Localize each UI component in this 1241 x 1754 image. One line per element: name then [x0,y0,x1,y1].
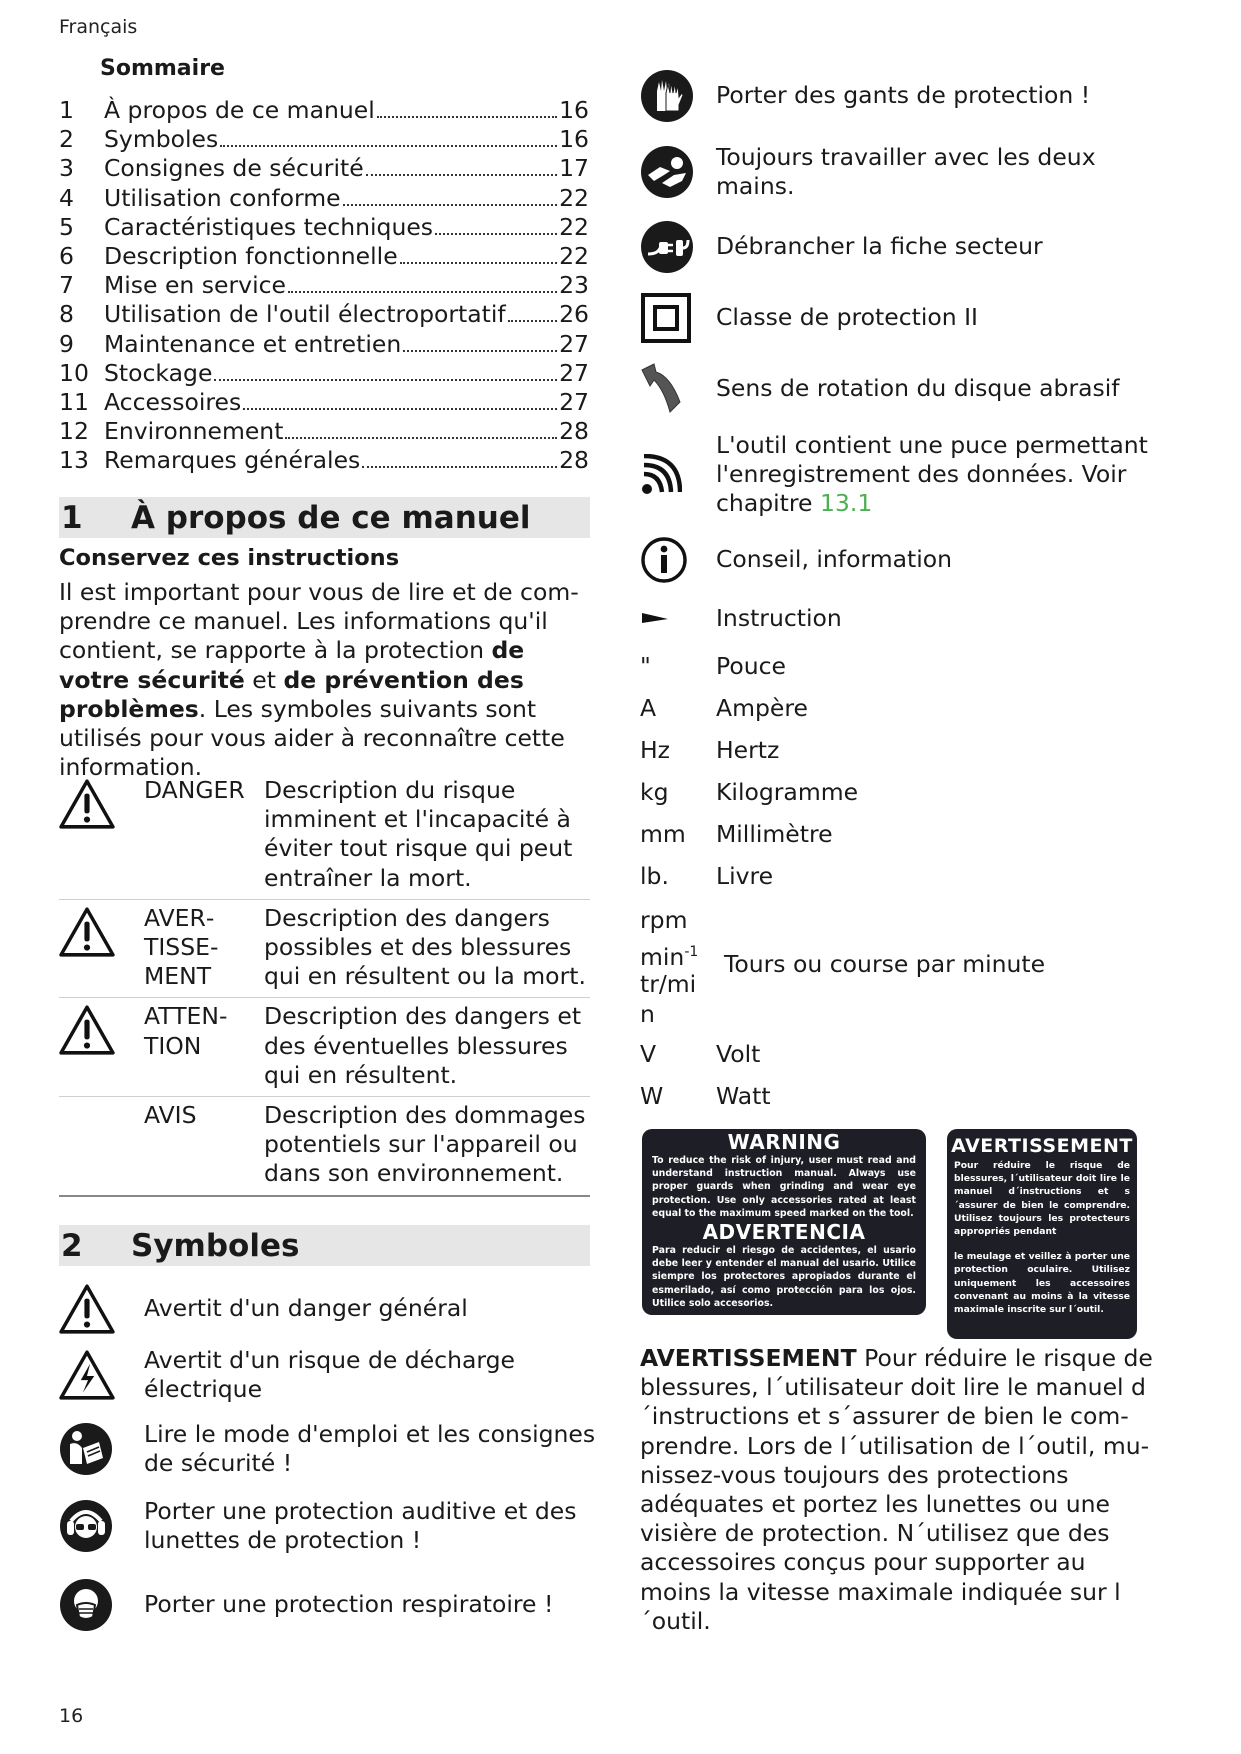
unit-symbol: A [640,694,657,722]
ear-eye-protection-icon [59,1499,113,1553]
two-hands-icon [640,145,694,199]
read-manual-icon [59,1422,113,1476]
section-2-title: Symboles [131,1227,300,1264]
section-2-number: 2 [61,1227,83,1264]
label-title: AVERTISSEMENT [951,1135,1133,1157]
toc-dot-leader [377,116,557,118]
hazard-row-warning [59,900,590,999]
chapter-link[interactable]: 13.1 [819,489,873,518]
toc-item[interactable] [59,154,589,183]
toc-item[interactable] [59,242,589,271]
toc-item-page: 23 [559,271,589,300]
toc-dot-leader [220,145,557,147]
info-icon [640,536,688,584]
unit-symbol: rpm [640,906,688,934]
toc-item-number: 3 [59,154,74,183]
toc-item-number: 2 [59,125,74,154]
toc-dot-leader [400,262,557,264]
section-1-title: À propos de ce manuel [131,499,531,536]
hazard-word: ATTENTION [144,1002,228,1060]
label-text: To reduce the risk of injury, user must read and understand instruction manual. Always use proper guards when grinding and wear eye protection. Use only accessories rated at least equal to the maximum speed marked on the tool. [652,1155,916,1219]
toc-item-number: 13 [59,446,89,475]
toc-item-label: Stockage [104,358,213,387]
toc-item-number: 4 [59,183,74,212]
toc-dot-leader [243,408,557,410]
unit-symbol: mm [640,820,686,848]
symbol-row: Lire le mode d'emploi et les consignes de sécurité ! [59,1420,599,1478]
instruction-arrow-icon [640,611,670,627]
toc-item-number: 6 [59,241,74,270]
symbol-row: Avertit d'un risque de décharge électrique [59,1346,599,1404]
toc-item-label: Environnement [104,417,284,446]
hazard-table [59,772,590,1197]
unplug-icon [640,220,694,274]
toc-item-label: Utilisation de l'outil électroportatif [104,300,506,329]
toc-item-label: Caractéristiques techniques [104,212,434,241]
symbol-row: Porter une protection auditive et des lunettes de protection ! [59,1497,599,1555]
symbol-row: Porter une protection respiratoire ! [59,1578,599,1632]
unit-symbol: V [640,1040,657,1068]
unit-description: Hertz [716,736,780,764]
symbol-row: Toujours travailler avec les deux mains. [640,143,1160,201]
hazard-description: Description des dangers possibles et des blessures qui en résultent ou la mort. [264,903,586,991]
table-of-contents [59,96,589,475]
unit-symbol: " [640,652,651,680]
hazard-row-caution [59,998,590,1097]
toc-item-page: 27 [559,387,589,416]
toc-item-number: 10 [59,358,89,387]
symbol-row: Débrancher la fiche secteur [640,220,1160,274]
toc-item-label: Remarques générales [104,446,361,475]
toc-item-number: 9 [59,329,74,358]
toc-item-page: 17 [559,154,589,183]
symbol-row: Classe de protection II [640,292,1160,344]
toc-item-number: 8 [59,300,74,329]
symbol-row: Porter des gants de protection ! [640,69,1160,123]
toc-dot-leader [288,291,557,293]
toc-item-page: 16 [559,125,589,154]
hazard-description: Description du risque imminent et l'incapacité à éviter tout risque qui peut entraîner la mort. [264,776,573,892]
toc-item[interactable] [59,96,589,125]
toc-item-label: Utilisation conforme [104,183,341,212]
hazard-description: Description des dangers et des éventuelles blessures qui en résultent. [264,1002,582,1089]
section-1-subtitle: Conservez ces instructions [59,545,400,571]
unit-symbol: $\min^{-1}$ [640,942,699,971]
toc-item[interactable] [59,388,589,417]
toc-item[interactable] [59,271,589,300]
toc-item-label: À propos de ce manuel [104,96,375,124]
toc-item-page: 22 [559,183,589,212]
hazard-word: DANGER [144,776,245,804]
toc-item-number: 5 [59,212,74,241]
unit-description: Livre [716,862,774,890]
toc-item[interactable] [59,213,589,242]
hazard-row-danger [59,772,590,900]
warning-paragraph: AVERTISSEMENT Pour réduire le risque de blessures, l´utilisateur doit lire le manuel d´instructions et s´assurer de bien le comprendre. Lors de l´utilisation de l´outil, munissez-vous toujours des protections adéquates et portez les lunettes ou une visière de protection. N´utilisez que des accessoires conçus pour supporter au moins la vitesse maximale indiquée sur l´outil. [640,1344,1153,1635]
symbol-row: Sens de rotation du disque abrasif [640,362,1160,416]
label-title: ADVERTENCIA [702,1220,866,1245]
warning-triangle-icon [59,778,115,830]
warning-triangle-icon [59,1004,115,1056]
symbol-row: L'outil contient une puce permettant l'enregistrement des données. Voir chapitre 13.1 [640,431,1160,519]
toc-item-number: 7 [59,271,74,300]
unit-description: Watt [716,1082,771,1110]
unit-symbol: Hz [640,736,671,764]
gloves-icon [640,69,694,123]
language-label: Français [59,16,138,38]
toc-item-page: 28 [559,417,589,446]
general-danger-icon [59,1283,115,1335]
unit-description: Volt [716,1040,761,1068]
toc-dot-leader [366,174,557,176]
respiratory-protection-icon [59,1578,113,1632]
toc-item-number: 1 [59,96,74,124]
toc-dot-leader [435,233,557,235]
toc-dot-leader [362,466,557,468]
unit-description: Ampère [716,694,808,722]
toc-item-label: Consignes de sécurité [104,154,364,183]
toc-item-label: Maintenance et entretien [104,329,402,358]
toc-item[interactable] [59,446,589,475]
hazard-row-notice [59,1097,590,1197]
toc-item-page: 22 [559,241,589,270]
unit-symbol: n [640,1000,655,1028]
toc-item[interactable] [59,300,589,329]
toc-dot-leader [403,350,557,352]
warning-label-fr [947,1129,1137,1339]
section-1-number: 1 [61,499,83,536]
toc-item-label: Mise en service [104,271,286,300]
section-2-heading [59,1225,590,1266]
toc-item-page: 28 [559,446,589,475]
toc-item-number: 11 [59,387,89,416]
rotation-arrow-icon [640,362,686,416]
toc-title: Sommaire [100,56,225,81]
toc-item-label: Accessoires [104,387,242,416]
label-text: Pour réduire le risque de blessures, l´utilisateur doit lire le manuel d´instructions et s´assurer de bien le comprendre. Utilisez toujours les protecteurs appropriés pendant [954,1160,1130,1238]
toc-dot-leader [343,204,558,206]
toc-dot-leader [508,320,557,322]
toc-item-page: 16 [559,96,589,124]
hazard-word: AVERTISSEMENT [144,903,219,991]
toc-item[interactable] [59,330,589,359]
toc-item-page: 27 [559,358,589,387]
symbol-row: Instruction [640,604,1160,633]
symbol-row: Conseil, information [640,536,1160,584]
toc-item[interactable] [59,417,589,446]
unit-symbol: W [640,1082,664,1110]
unit-symbol: lb. [640,862,669,890]
label-text: Para reducir el riesgo de accidentes, el usario debe leer y entender el manual del usario. Utilice siempre los protectores apropiados durante el esmerilado, así como protección para los ojos. Utilice solo accesorios. [652,1245,916,1309]
toc-item[interactable] [59,125,589,154]
chip-data-icon [640,454,682,496]
label-text: le meulage et veillez à porter une protection oculaire. Utilisez uniquement les accessoires convenant au moins à la vitesse maximale inscrite sur l´outil. [954,1251,1130,1316]
warning-label-en-es [642,1129,926,1315]
unit-description: Pouce [716,652,786,680]
unit-description: Tours ou course par minute [724,950,1046,978]
toc-item[interactable] [59,359,589,388]
toc-item-label: Symboles [104,125,219,154]
protection-class-ii-icon [640,292,692,344]
toc-dot-leader [214,379,557,381]
toc-item-number: 12 [59,417,89,446]
symbol-row: Avertit d'un danger général [59,1283,599,1335]
page-number: 16 [59,1705,84,1727]
unit-description: Millimètre [716,820,833,848]
toc-item-page: 26 [559,300,589,329]
electric-shock-icon [59,1349,115,1401]
label-title: WARNING [727,1130,841,1154]
warning-triangle-icon [59,906,115,958]
hazard-description: Description des dommages potentiels sur l'appareil ou dans son environnement. [264,1101,586,1188]
section-1-heading [59,497,590,538]
section-1-paragraph: Il est important pour vous de lire et de comprendre ce manuel. Les informations qu'il contient, se rapporte à la protection de votre sécurité et de prévention des problèmes. Les symboles suivants sont utilisés pour vous aider à reconnaître cette information. [59,578,579,782]
toc-item[interactable] [59,184,589,213]
toc-dot-leader [285,437,557,439]
toc-item-label: Description fonctionnelle [104,241,398,270]
unit-symbol: tr/mi [640,970,697,998]
toc-item-page: 22 [559,212,589,241]
unit-symbol: kg [640,778,669,806]
unit-description: Kilogramme [716,778,859,806]
hazard-word: AVIS [144,1101,197,1130]
toc-item-page: 27 [559,329,589,358]
